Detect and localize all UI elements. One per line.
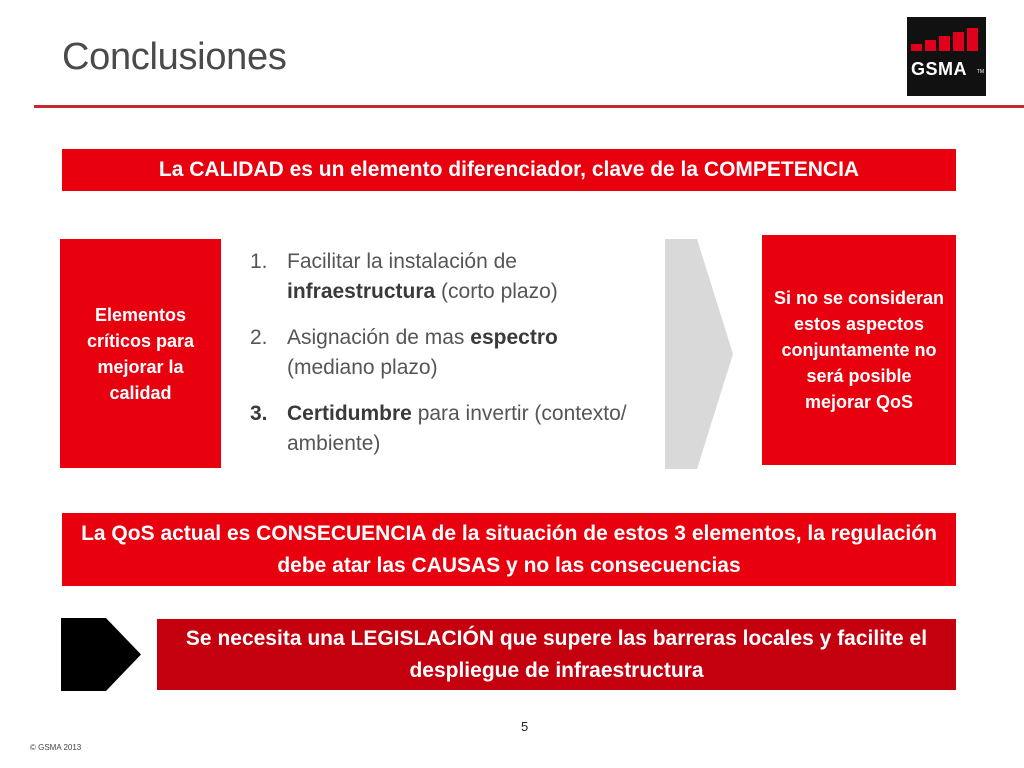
qos-consequence-banner: La QoS actual es CONSECUENCIA de la situación de estos 3 elementos, la regulación debe atar las CAUSAS y no las consecuencias (62, 513, 956, 586)
qos-warning-box (762, 235, 956, 465)
list-text-post: (corto plazo) (435, 280, 558, 303)
page-number: 5 (521, 719, 529, 734)
chevron-right-icon (665, 239, 733, 469)
quality-banner: La CALIDAD es un elemento diferenciador, clave de la COMPETENCIA (62, 149, 956, 191)
list-text-bold: infraestructura (287, 280, 436, 303)
list-text-pre: Facilitar la instalación de (287, 250, 517, 273)
list-text-post: para invertir (contexto/ ambiente) (287, 402, 627, 455)
list-text-bold: Certidumbre (287, 402, 412, 425)
list-text-bold: espectro (470, 326, 558, 349)
critical-elements-list (250, 247, 650, 475)
logo-trademark: TM (976, 69, 984, 75)
critical-elements-box (60, 239, 221, 468)
list-number: 1. (250, 250, 268, 273)
critical-elements-text: Elementos críticos para mejorar la calidad (86, 304, 195, 403)
list-number: 2. (250, 326, 268, 349)
list-item (250, 399, 650, 459)
list-item (250, 247, 650, 307)
list-text-post: (mediano plazo) (287, 356, 438, 379)
logo-text: GSMA (911, 59, 967, 79)
list-text-pre: Asignación de mas (287, 326, 471, 349)
page-title: Conclusiones (62, 36, 287, 78)
gsma-logo (907, 17, 986, 96)
copyright-notice: © GSMA 2013 (30, 743, 82, 752)
qos-warning-text: Si no se consideran estos aspectos conjuntamente no será posible mejorar QoS (773, 288, 945, 412)
list-item (250, 323, 650, 383)
legislation-banner: Se necesita una LEGISLACIÓN que supere las barreras locales y facilite el despliegue de infraestructura (157, 619, 956, 690)
list-number: 3. (250, 402, 268, 425)
arrow-right-icon (61, 618, 141, 691)
title-divider (34, 105, 1024, 108)
